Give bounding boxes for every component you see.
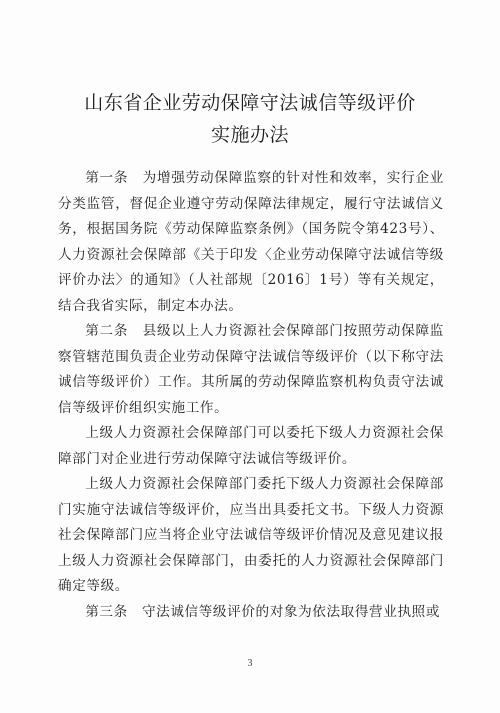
paragraph-article-3: 第三条 守法诚信等级评价的对象为依法取得营业执照或 (85, 603, 441, 620)
paragraph-delegation-procedure: 上级人力资源社会保障部门委托下级人力资源社会保障部门实施守法诚信等级评价，应当出具委托文书。下级人力资源社会保障部门应当将企业守法诚信等级评价情况及意见建议报上级人力资源社会保障部门，由委托的人力资源社会保障部门确定等级。 (58, 476, 444, 594)
document-body (58, 166, 444, 625)
document-title: 山东省企业劳动保障守法诚信等级评价 (84, 92, 416, 114)
paragraph-delegation: 上级人力资源社会保障部门可以委托下级人力资源社会保障部门对企业进行劳动保障守法诚信等级评价。 (58, 425, 444, 467)
paragraph-article-1: 第一条 为增强劳动保障监察的针对性和效率，实行企业分类监管，督促企业遵守劳动保障法律规定，履行守法诚信义务，根据国务院《劳动保障监察条例》（国务院令第423号）、人力资源社会保障部《关于印发〈企业劳动保障守法诚信等级评价办法〉的通知》（人社部规〔2016〕1号）等有关规定，结合我省实际，制定本办法。 (58, 170, 444, 314)
paragraph-article-2: 第二条 县级以上人力资源社会保障部门按照劳动保障监察管辖范围负责企业劳动保障守法诚信等级评价（以下称守法诚信等级评价）工作。其所属的劳动保障监察机构负责守法诚信等级评价组织实施工作。 (58, 323, 444, 416)
page-number: 3 (247, 658, 253, 669)
document-subtitle: 实施办法 (210, 124, 289, 146)
